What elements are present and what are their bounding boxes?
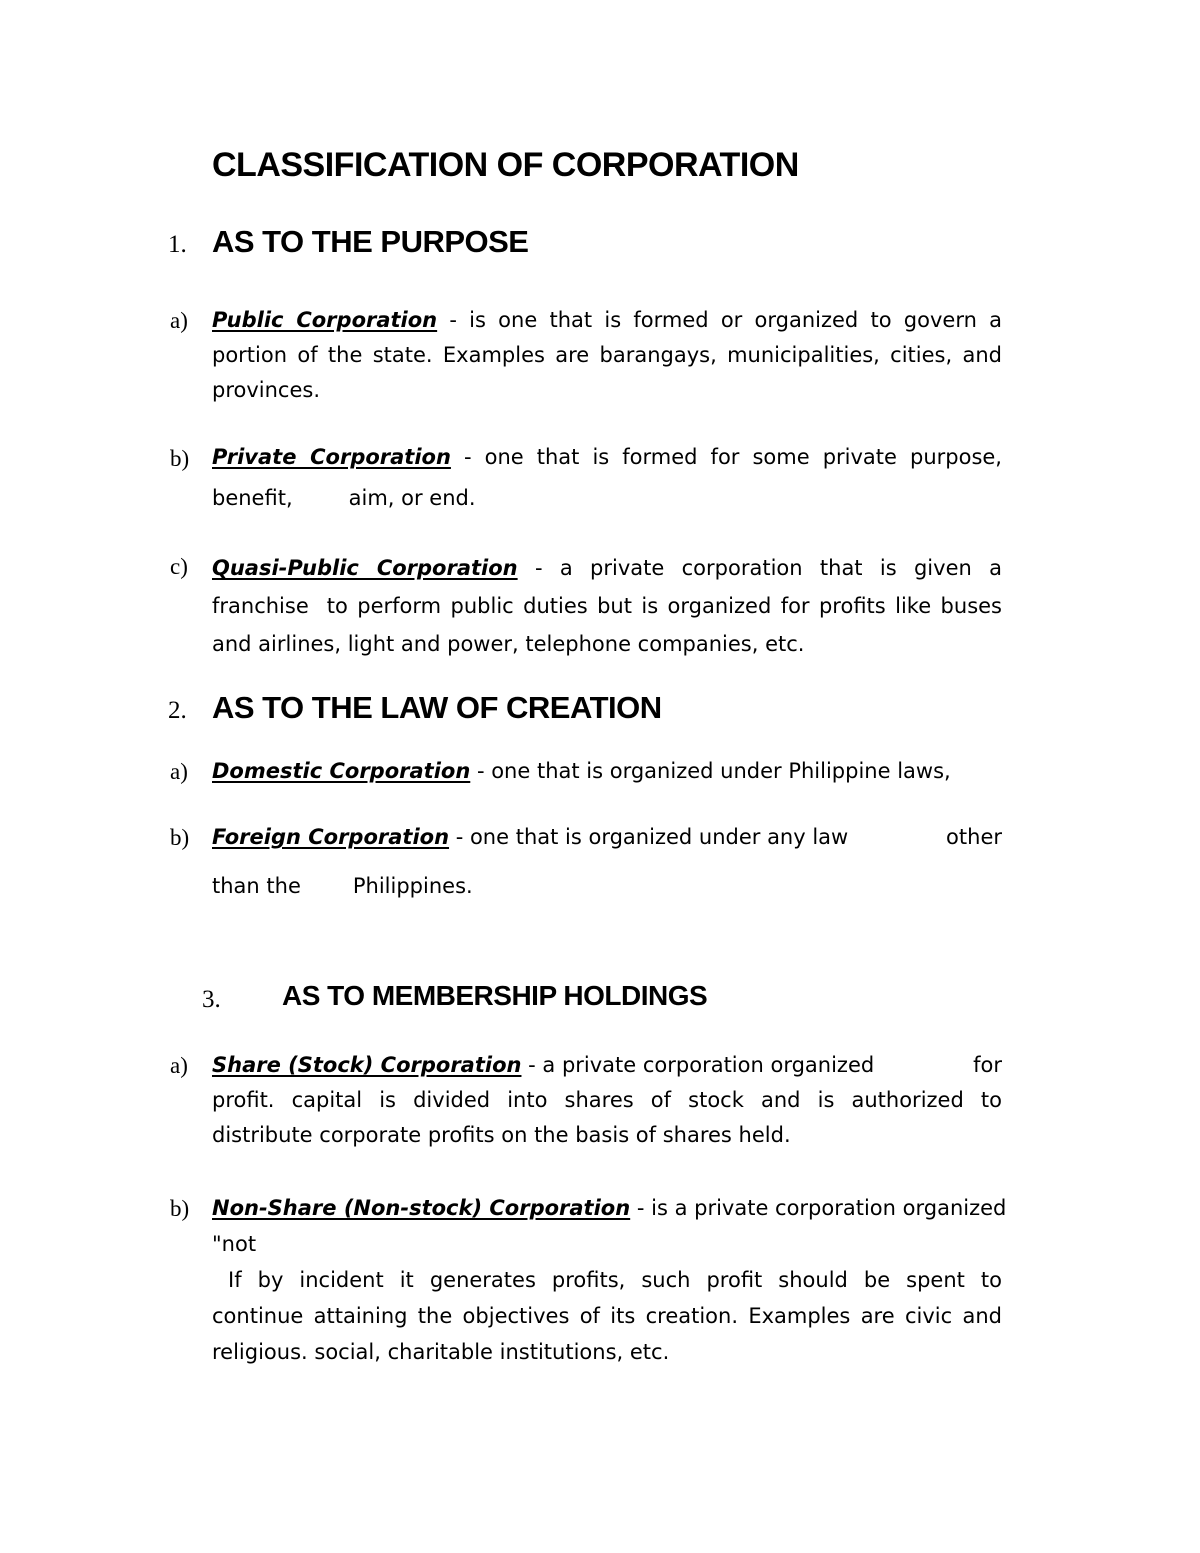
item-non-share-corporation — [212, 1190, 1007, 1370]
item-text: aim, or end. — [348, 486, 476, 510]
item-text: - is one that is formed or organized to govern a — [437, 308, 1002, 332]
item-term: Quasi-Public Corporation — [212, 556, 518, 580]
section-number: 3. — [202, 986, 221, 1013]
item-text: religious. social, charitable institutions, etc. — [212, 1340, 670, 1364]
item-term: Domestic Corporation — [212, 759, 471, 783]
item-private-corporation — [212, 440, 1002, 516]
item-text: "not — [212, 1232, 257, 1256]
item-text: benefit, — [212, 486, 293, 510]
item-share-stock-corporation — [212, 1048, 1002, 1153]
item-foreign-corporation — [212, 820, 1002, 904]
item-text: - one that is organized under Philippine laws, — [470, 759, 951, 783]
item-domestic-corporation — [212, 754, 1002, 789]
item-quasi-public-corporation — [212, 549, 1002, 663]
item-text: - one that is organized under any law — [449, 825, 849, 849]
item-text: than the — [212, 874, 301, 898]
item-term: Share (Stock) Corporation — [212, 1053, 522, 1077]
item-text: profit. capital is divided into shares of stock and is authorized to — [212, 1088, 1002, 1112]
section-number: 1. — [168, 231, 187, 258]
item-text: continue attaining the objectives of its creation. Examples are civic and — [212, 1304, 1002, 1328]
item-text: distribute corporate profits on the basis of shares held. — [212, 1123, 791, 1147]
item-term: Foreign Corporation — [212, 825, 450, 849]
section-title: AS TO THE LAW OF CREATION — [212, 690, 662, 725]
item-text: franchise — [212, 594, 309, 618]
section-title: AS TO THE PURPOSE — [212, 224, 529, 259]
document-title: CLASSIFICATION OF CORPORATION — [212, 146, 799, 184]
item-marker: b) — [170, 1196, 190, 1221]
item-text: provinces. — [212, 378, 321, 402]
item-text: and airlines, light and power, telephone companies, etc. — [212, 632, 805, 656]
item-text: to perform public duties but is organized for profits like buses — [326, 594, 1002, 618]
item-text: - is a private corporation organized — [630, 1196, 1007, 1220]
item-marker: b) — [170, 446, 190, 471]
item-term: Public Corporation — [212, 308, 438, 332]
item-text: Philippines. — [352, 874, 473, 898]
item-term: Private Corporation — [212, 445, 451, 469]
section-title: AS TO MEMBERSHIP HOLDINGS — [282, 980, 708, 1011]
item-marker: a) — [170, 1053, 188, 1078]
item-marker: b) — [170, 825, 190, 850]
item-text: - a private corporation organized — [521, 1053, 875, 1077]
item-text: for — [973, 1053, 1002, 1077]
item-text: portion of the state. Examples are barangays, municipalities, cities, and — [212, 343, 1002, 367]
item-public-corporation — [212, 303, 1002, 408]
item-marker: a) — [170, 308, 188, 333]
section-number: 2. — [168, 697, 187, 724]
item-marker: a) — [170, 759, 188, 784]
item-marker: c) — [170, 554, 188, 579]
item-text: If by incident it generates profits, such profit should be spent to — [212, 1268, 1002, 1292]
item-text: other — [946, 825, 1002, 849]
item-text: - a private corporation that is given a — [517, 556, 1002, 580]
item-text: - one that is formed for some private purpose, — [450, 445, 1002, 469]
item-term: Non-Share (Non-stock) Corporation — [212, 1196, 631, 1220]
